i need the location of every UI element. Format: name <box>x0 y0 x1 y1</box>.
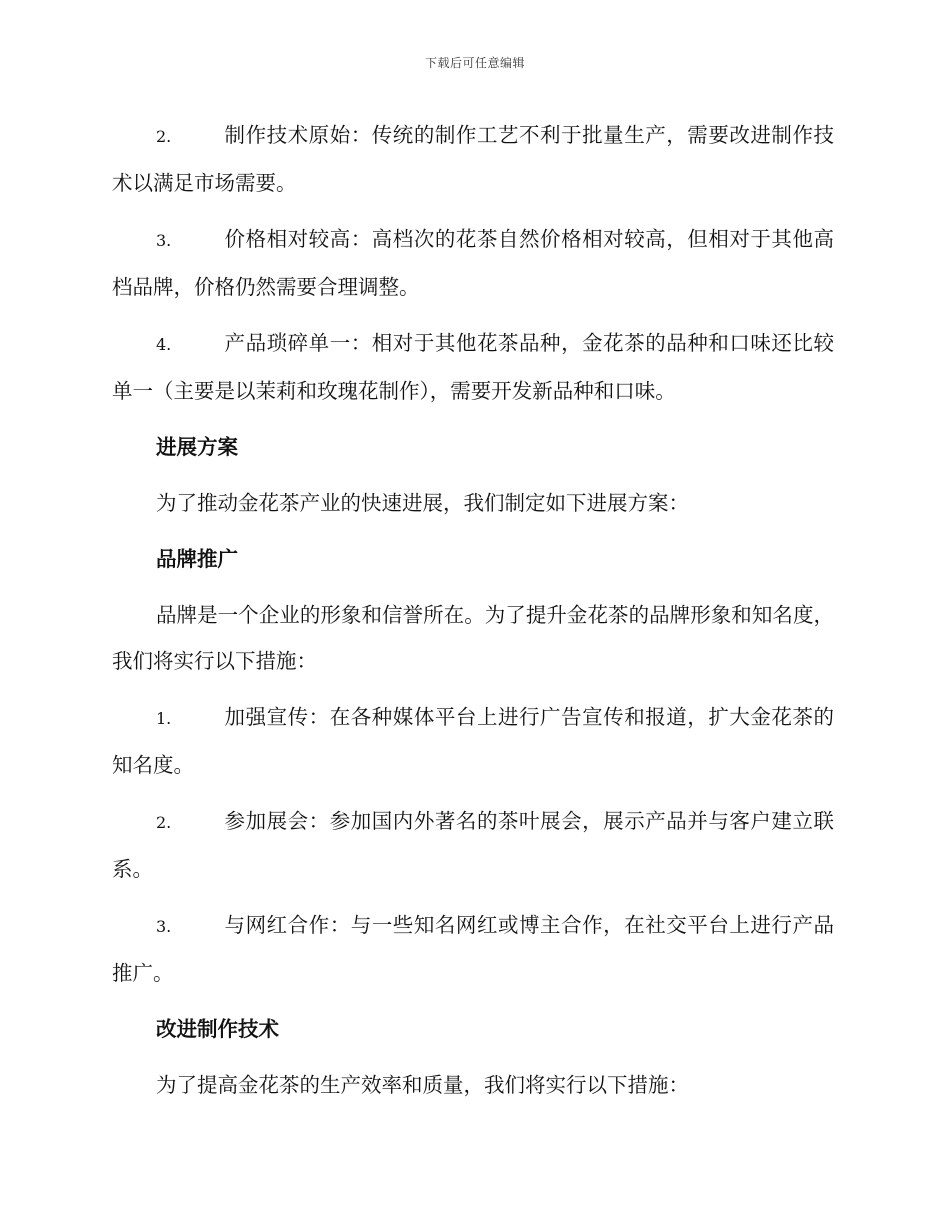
list-number: 2. <box>156 127 172 146</box>
list-item <box>112 320 834 414</box>
list-item <box>112 798 834 892</box>
list-item <box>112 694 834 788</box>
list-item-text: 与网红合作：与一些知名网红或博主合作，在社交平台上进行产品推广。 <box>112 913 834 985</box>
list-number: 2. <box>156 813 172 832</box>
list-number: 4. <box>156 335 172 354</box>
list-item <box>112 902 834 996</box>
list-number: 3. <box>156 917 172 936</box>
page-header: 下载后可任意编辑 <box>424 56 525 70</box>
list-item-text: 制作技术原始：传统的制作工艺不利于批量生产，需要改进制作技术以满足市场需要。 <box>112 123 834 195</box>
list-item <box>112 216 834 310</box>
list-number: 3. <box>156 231 172 250</box>
section-heading: 进展方案 <box>156 435 238 459</box>
list-item-text: 加强宣传：在各种媒体平台上进行广告宣传和报道，扩大金花茶的知名度。 <box>112 705 834 777</box>
list-item-text: 产品琐碎单一：相对于其他花茶品种，金花茶的品种和口味还比较单一（主要是以茉莉和玫瑰花制作），需要开发新品种和口味。 <box>112 331 834 403</box>
paragraph: 为了提高金花茶的生产效率和质量，我们将实行以下措施： <box>156 1073 689 1097</box>
list-item <box>112 112 834 206</box>
document-body <box>112 112 834 1118</box>
section-heading: 品牌推广 <box>156 547 238 571</box>
list-item-text: 价格相对较高：高档次的花茶自然价格相对较高，但相对于其他高档品牌，价格仍然需要合理调整。 <box>112 227 834 299</box>
section-heading: 改进制作技术 <box>156 1017 279 1041</box>
list-number: 1. <box>156 709 172 728</box>
paragraph: 为了推动金花茶产业的快速进展，我们制定如下进展方案： <box>156 491 689 515</box>
paragraph: 品牌是一个企业的形象和信誉所在。为了提升金花茶的品牌形象和知名度，我们将实行以下措施： <box>112 603 834 673</box>
list-item-text: 参加展会：参加国内外著名的茶叶展会，展示产品并与客户建立联系。 <box>112 809 834 881</box>
